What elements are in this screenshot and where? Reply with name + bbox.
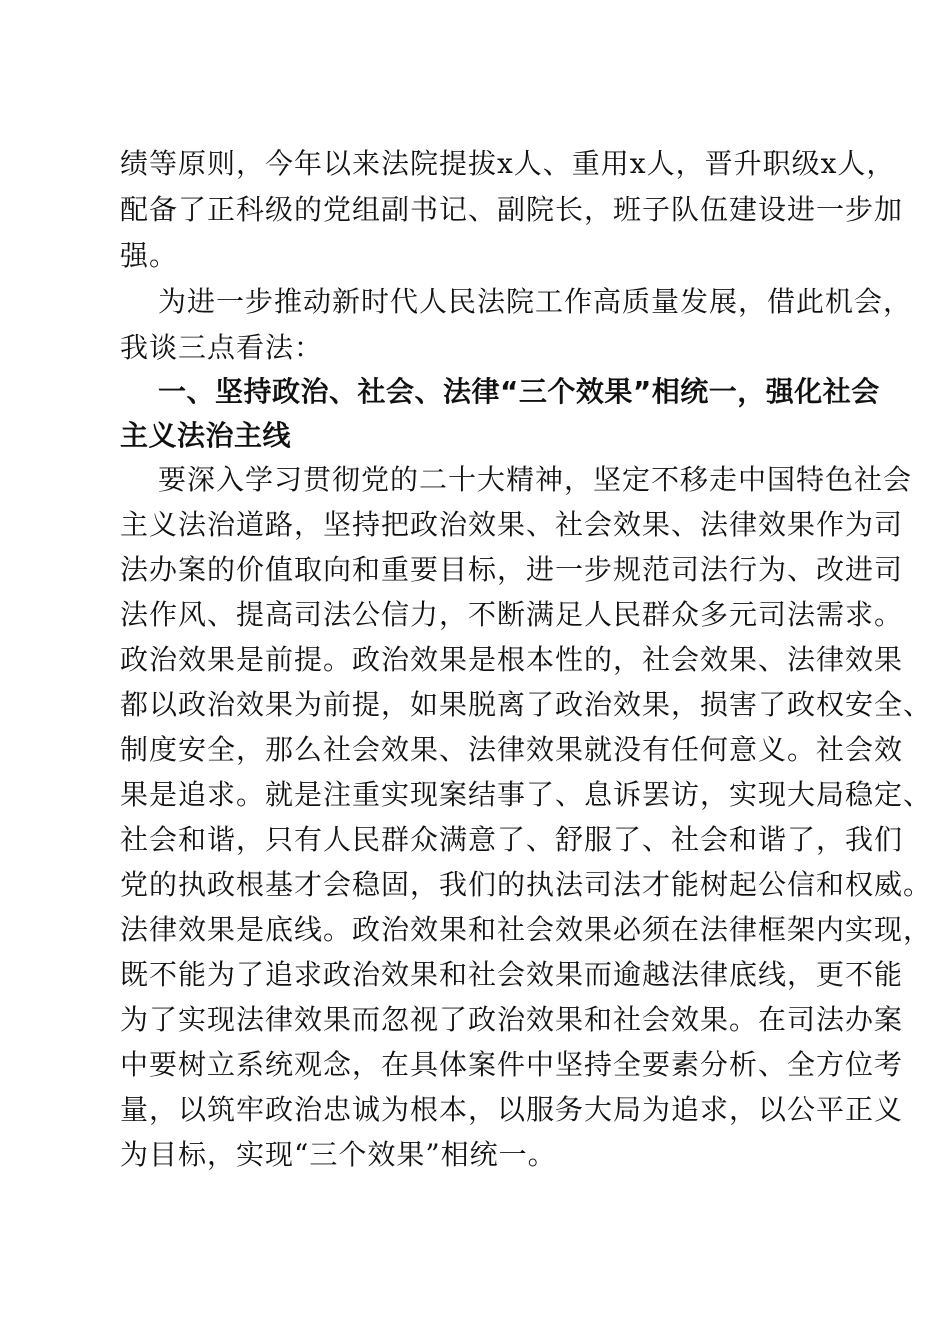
text-line: 为目标，实现“三个效果”相统一。: [120, 1138, 557, 1171]
text-line: 果是追求。就是注重实现案结事了、息诉罢访，实现大局稳定、: [120, 778, 933, 811]
text-line: 法作风、提高司法公信力，不断满足人民群众多元司法需求。: [120, 598, 904, 631]
text-line: 我谈三点看法：: [120, 331, 324, 364]
text-line: 要深入学习贯彻党的二十大精神，坚定不移走中国特色社会: [158, 463, 913, 496]
text-line: 党的执政根基才会稳固，我们的执法司法才能树起公信和权威。: [120, 868, 933, 901]
text-line: 绩等原则，今年以来法院提拔x人、重用x人，晋升职级x人，: [120, 147, 896, 180]
text-line: 社会和谐，只有人民群众满意了、舒服了、社会和谐了，我们: [120, 823, 904, 856]
text-line: 配备了正科级的党组副书记、副院长，班子队伍建设进一步加: [120, 193, 904, 226]
section-heading: 一、坚持政治、社会、法律“三个效果”相统一，强化社会: [158, 375, 880, 408]
text-line: 法律效果是底线。政治效果和社会效果必须在法律框架内实现，: [120, 913, 933, 946]
text-line: 都以政治效果为前提，如果脱离了政治效果，损害了政权安全、: [120, 688, 933, 721]
section-heading: 主义法治主线: [120, 419, 292, 452]
text-line: 中要树立系统观念，在具体案件中坚持全要素分析、全方位考: [120, 1048, 904, 1081]
text-line: 为进一步推动新时代人民法院工作高质量发展，借此机会，: [158, 285, 913, 318]
text-line: 既不能为了追求政治效果和社会效果而逾越法律底线，更不能: [120, 958, 904, 991]
text-line: 为了实现法律效果而忽视了政治效果和社会效果。在司法办案: [120, 1003, 904, 1036]
text-line: 政治效果是前提。政治效果是根本性的，社会效果、法律效果: [120, 643, 904, 676]
text-line: 主义法治道路，坚持把政治效果、社会效果、法律效果作为司: [120, 508, 904, 541]
text-line: 制度安全，那么社会效果、法律效果就没有任何意义。社会效: [120, 733, 904, 766]
text-line: 量，以筑牢政治忠诚为根本，以服务大局为追求，以公平正义: [120, 1093, 904, 1126]
text-line: 强。: [120, 239, 179, 272]
text-line: 法办案的价值取向和重要目标，进一步规范司法行为、改进司: [120, 553, 904, 586]
